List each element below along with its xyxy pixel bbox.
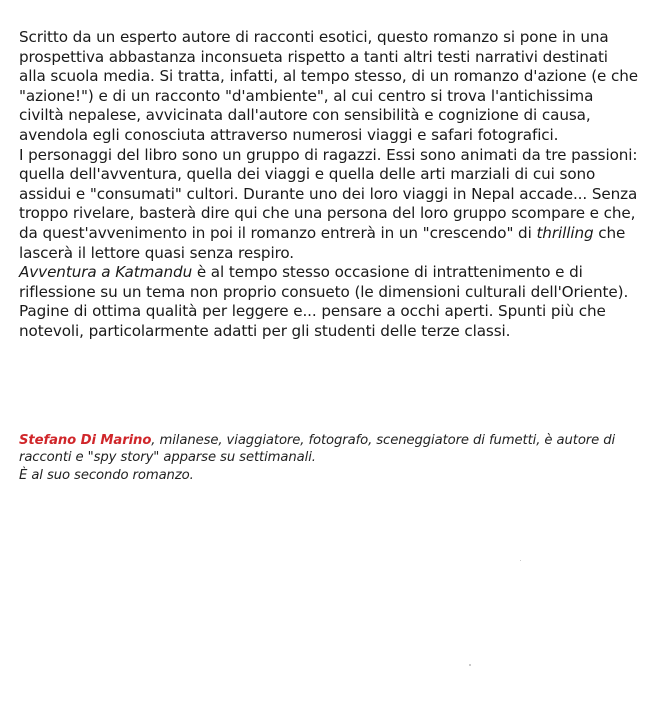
blurb-paragraph-1: Scritto da un esperto autore di racconti esotici, questo romanzo si pone in una prospettiva abbastanza inconsueta rispetto a tanti altri testi narrativi destinati alla scuola media. Si tratta, infatti, al tempo stesso, di un romanzo d'azione (e che "azione!") e di un racconto "d'ambiente", al cui centro si trova l'antichissima civiltà nepalese, avvicinata dall'autore con sensibilità e cognizione di causa, avendola egli conosciuta attraverso numerosi viaggi e safari fotografici. bbox=[19, 28, 639, 144]
paper-speck bbox=[469, 664, 471, 666]
paper-speck bbox=[520, 560, 521, 561]
author-name: Stefano Di Marino bbox=[19, 433, 152, 448]
blurb-container bbox=[19, 28, 639, 342]
blurb-p3-text: è al tempo stesso occasione di intrattenimento e di riflessione su un tema non proprio consueto (le dimensioni culturali dell'Oriente). Pagine di ottima qualità per leggere e... pensare a occhi aperti. Spunti più che notevoli, particolarmente adatti per gli studenti delle terze classi. bbox=[19, 263, 629, 340]
blurb-p2-emphasis: thrilling bbox=[536, 223, 594, 242]
blurb-paragraph-2 bbox=[19, 146, 639, 264]
author-bio-line-2: È al suo secondo romanzo. bbox=[19, 467, 194, 483]
author-bio-line-1 bbox=[19, 432, 639, 467]
author-bio bbox=[19, 432, 639, 484]
author-bio-text: , milanese, viaggiatore, fotografo, sceneggiatore di fumetti, è autore di racconti e "spy story" apparse su settimanali. bbox=[19, 433, 616, 466]
book-title-italic: Avventura a Katmandu bbox=[19, 263, 193, 282]
blurb-p2-text-a: I personaggi del libro sono un gruppo di ragazzi. Essi sono animati da tre passioni: quella dell'avventura, quella dei viaggi e quella delle arti marziali di cui sono assidui e "consumati" cultori. Durante uno dei loro viaggi in Nepal accade... Senza troppo rivelare, basterà dire qui che una persona del loro gruppo scompare e che, da quest'avvenimento in poi il romanzo entrerà in un "crescendo" di bbox=[19, 145, 638, 242]
blurb-paragraph-3 bbox=[19, 263, 639, 341]
blurb-p2-text-b: che lascerà il lettore quasi senza respiro. bbox=[19, 223, 626, 262]
book-blurb bbox=[19, 28, 639, 342]
